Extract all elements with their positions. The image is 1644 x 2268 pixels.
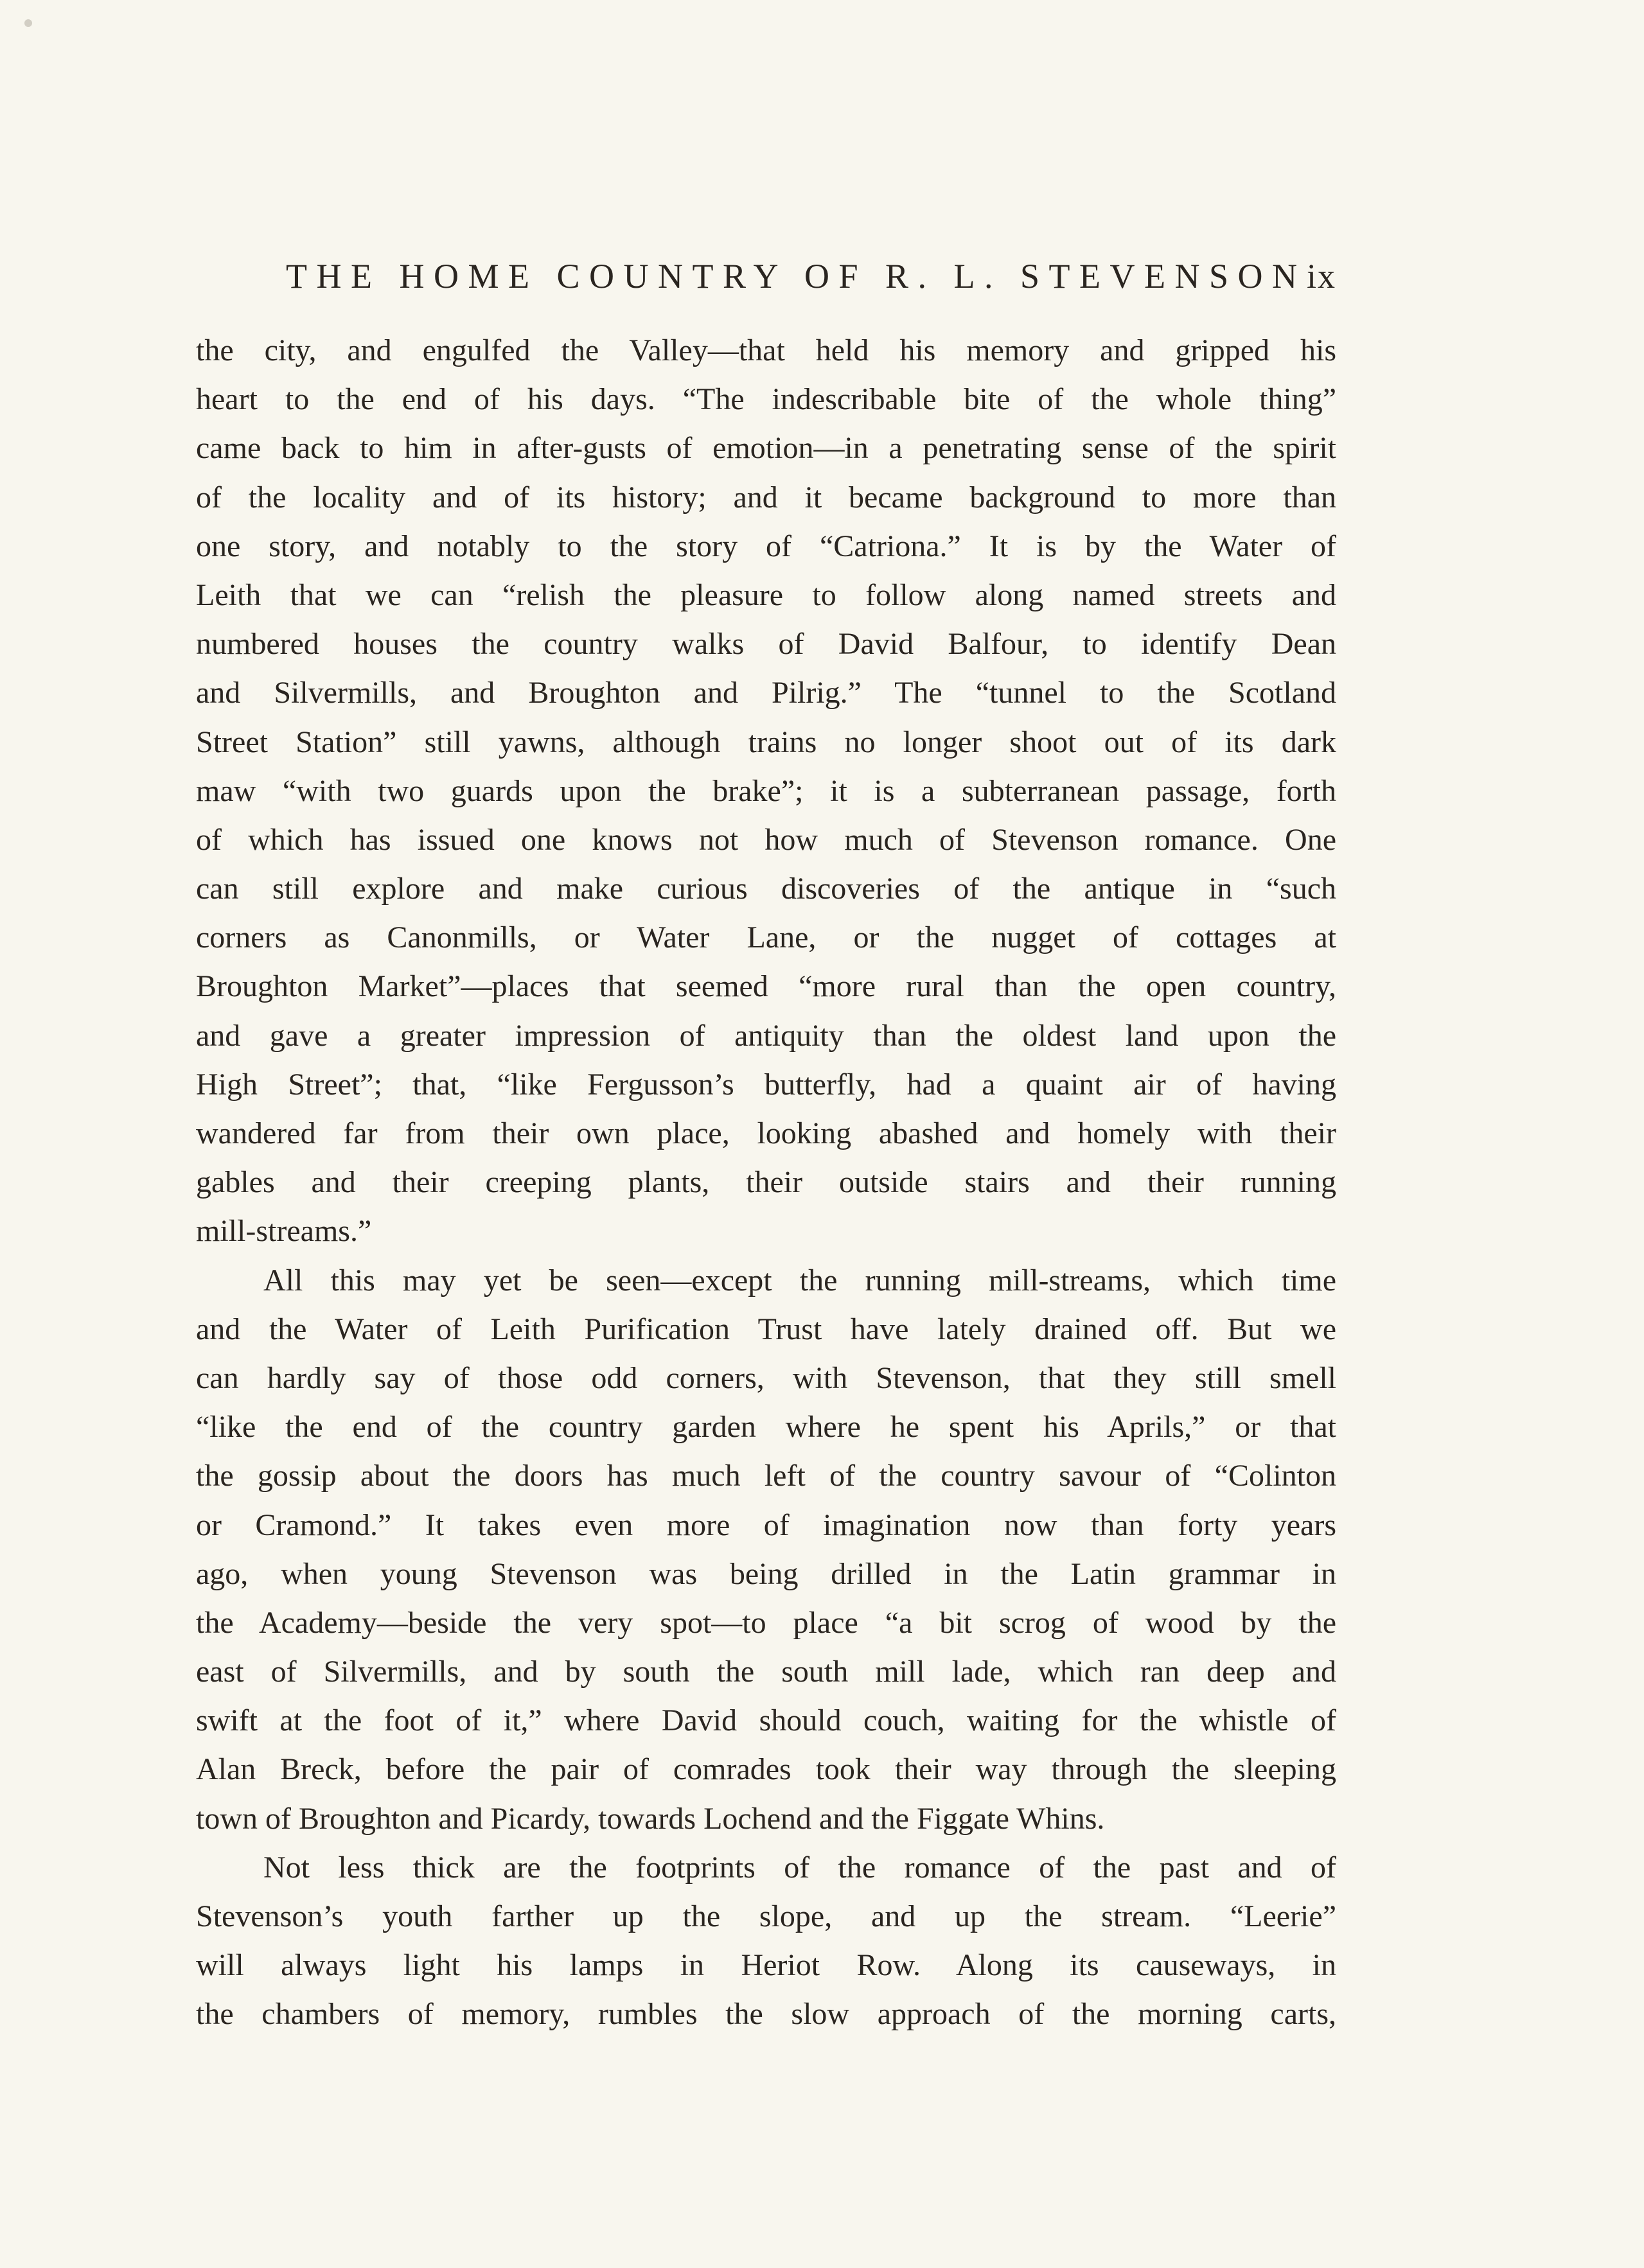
paragraph-start-line: All this may yet be seen—except the running mill-streams, which time: [263, 1263, 1336, 1297]
text-line: came back to him in after-gusts of emotion—in a penetrating sense of the spirit: [196, 431, 1336, 466]
text-line: numbered houses the country walks of David Balfour, to identify Dean: [196, 627, 1336, 662]
text-line: and gave a greater impression of antiquity than the oldest land upon the: [196, 1018, 1336, 1053]
text-line: Stevenson’s youth farther up the slope, and up the stream. “Leerie”: [196, 1899, 1336, 1933]
text-line: the city, and engulfed the Valley—that held his memory and gripped his: [196, 333, 1336, 367]
text-line: “like the end of the country garden where he spent his Aprils,” or that: [196, 1410, 1336, 1445]
text-line: one story, and notably to the story of “Catriona.” It is by the Water of: [196, 529, 1336, 563]
text-line: gables and their creeping plants, their outside stairs and their running: [196, 1165, 1336, 1200]
paragraph-start-line: Not less thick are the footprints of the romance of the past and of: [263, 1850, 1336, 1885]
text-line: can still explore and make curious discoveries of the antique in “such: [196, 872, 1336, 906]
paragraph-end-line: mill-streams.”: [196, 1214, 372, 1249]
body-text: [196, 326, 1336, 2041]
text-line: Broughton Market”—places that seemed “more rural than the open country,: [196, 969, 1336, 1004]
paper-speck: [24, 19, 32, 27]
running-title: THE HOME COUNTRY OF R. L. STEVENSON: [286, 257, 1307, 295]
text-line: can hardly say of those odd corners, with Stevenson, that they still smell: [196, 1360, 1336, 1395]
text-line: and the Water of Leith Purification Trust have lately drained off. But we: [196, 1312, 1336, 1346]
text-line: the chambers of memory, rumbles the slow approach of the morning carts,: [196, 1997, 1336, 2032]
text-line: Alan Breck, before the pair of comrades took their way through the sleeping: [196, 1752, 1336, 1787]
text-line: will always light his lamps in Heriot Row. Along its causeways, in: [196, 1948, 1336, 1983]
text-line: High Street”; that, “like Fergusson’s butterfly, had a quaint air of having: [196, 1067, 1336, 1102]
text-line: of the locality and of its history; and it became background to more than: [196, 480, 1336, 514]
text-line: the Academy—beside the very spot—to place “a bit scrog of wood by the: [196, 1605, 1336, 1640]
text-line: maw “with two guards upon the brake”; it is a subterranean passage, forth: [196, 773, 1336, 808]
page-header: [196, 254, 1336, 299]
text-line: Street Station” still yawns, although trains no longer shoot out of its dark: [196, 725, 1336, 759]
text-line: Leith that we can “relish the pleasure to follow along named streets and: [196, 577, 1336, 612]
text-line: the gossip about the doors has much left of the country savour of “Colinton: [196, 1459, 1336, 1493]
text-line: ago, when young Stevenson was being drilled in the Latin grammar in: [196, 1556, 1336, 1591]
text-line: corners as Canonmills, or Water Lane, or the nugget of cottages at: [196, 920, 1336, 955]
text-line: of which has issued one knows not how much of Stevenson romance. One: [196, 822, 1336, 857]
text-line: or Cramond.” It takes even more of imagination now than forty years: [196, 1508, 1336, 1542]
page-number: ix: [1306, 257, 1336, 295]
text-line: swift at the foot of it,” where David should couch, waiting for the whistle of: [196, 1703, 1336, 1738]
text-line: heart to the end of his days. “The indescribable bite of the whole thing”: [196, 382, 1336, 417]
text-line: east of Silvermills, and by south the south mill lade, which ran deep and: [196, 1655, 1336, 1689]
text-line: wandered far from their own place, looking abashed and homely with their: [196, 1116, 1336, 1150]
paragraph-end-line: town of Broughton and Picardy, towards Lochend and the Figgate Whins.: [196, 1801, 1105, 1836]
text-line: and Silvermills, and Broughton and Pilrig.” The “tunnel to the Scotland: [196, 676, 1336, 710]
